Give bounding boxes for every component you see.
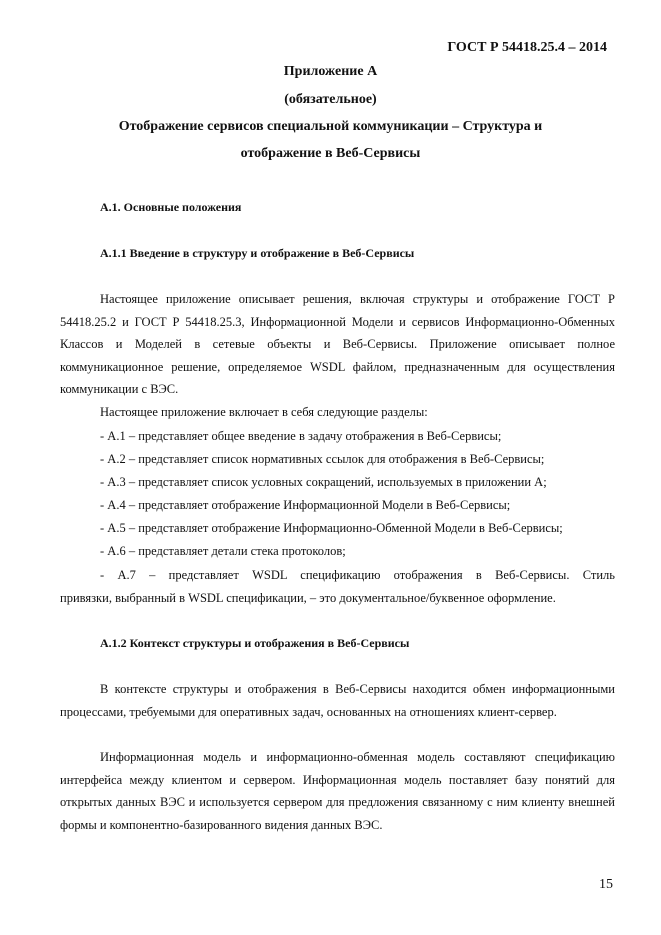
paragraph-sections-intro: Настоящее приложение включает в себя следующие разделы: (100, 405, 428, 419)
document-code-header: ГОСТ Р 54418.25.4 – 2014 (447, 40, 607, 55)
list-item: - А.6 – представляет детали стека протоколов; (100, 544, 346, 558)
section-a1-title: А.1. Основные положения (100, 200, 242, 214)
appendix-heading-line-1: Отображение сервисов специальной коммуникации – Структура и (118, 119, 543, 134)
section-a11-title: А.1.1 Введение в структуру и отображение в Веб-Сервисы (100, 246, 415, 260)
paragraph-models: Информационная модель и информационно-обменная модель составляют спецификацию интерфейса между клиентом и сервером. Информационная модель поставляет базу понятий для открытых данных ВЭС и используется сервером для предложения связанному с ним клиенту внешней формы и компонентно-базированного видения данных ВЭС. (60, 750, 615, 832)
list-item: - А.3 – представляет список условных сокращений, используемых в приложении А; (100, 475, 547, 489)
appendix-title: Приложение А (283, 64, 378, 79)
list-item: - А.4 – представляет отображение Информационной Модели в Веб-Сервисы; (100, 498, 511, 512)
list-item-a7-line-1: - А.7 – представляет WSDL спецификацию отображения в Веб-Сервисы. Стиль (100, 568, 615, 582)
list-item-a7-line-2: привязки, выбранный в WSDL спецификации, – это документальное/буквенное оформление. (60, 591, 556, 605)
section-a12-title: А.1.2 Контекст структуры и отображения в Веб-Сервисы (100, 636, 410, 650)
paragraph-context: В контексте структуры и отображения в Веб-Сервисы находится обмен информационными процессами, требуемыми для оперативных задач, основанных на отношениях клиент-сервер. (60, 682, 615, 719)
list-item: - А.5 – представляет отображение Информационно-Обменной Модели в Веб-Сервисы; (100, 521, 563, 535)
appendix-status: (обязательное) (284, 92, 377, 107)
appendix-heading-line-2: отображение в Веб-Сервисы (240, 146, 421, 161)
paragraph-intro: Настоящее приложение описывает решения, включая структуры и отображение ГОСТ Р 54418.25.2 и ГОСТ Р 54418.25.3, Информационной Модели и сервисов Информационно-Обменных Классов и Моделей в сетевые объекты и Веб-Сервисы. Приложение описывает полное коммуникационное решение, определяемое WSDL файлом, предназначенным для осуществления коммуникации с ВЭС. (60, 292, 615, 396)
page-number: 15 (599, 877, 613, 892)
list-item: - А.2 – представляет список нормативных ссылок для отображения в Веб-Сервисы; (100, 452, 545, 466)
list-item: - А.1 – представляет общее введение в задачу отображения в Веб-Сервисы; (100, 429, 502, 443)
